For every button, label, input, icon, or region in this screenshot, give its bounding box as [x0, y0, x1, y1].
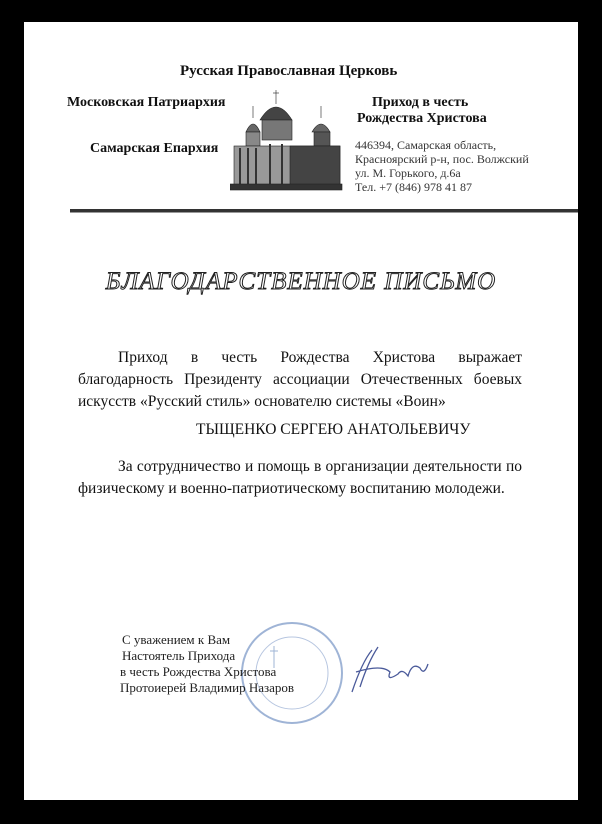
address-line: 446394, Самарская область, [355, 138, 497, 152]
signature-block [122, 632, 294, 696]
body-paragraph-1: Приход в честь Рождества Христова выражает благодарность Президенту ассоциации Отечественных боевых искусств «Русский стиль» основателю системы «Воин» [78, 349, 522, 410]
body-paragraph-2: За сотрудничество и помощь в организации деятельности по физическому и военно-патриотическому воспитанию молодежи. [78, 458, 522, 497]
patriarchate: Московская Патриархия [67, 95, 226, 110]
address [355, 138, 529, 194]
handwritten-signature [342, 642, 432, 702]
address-line: Красноярский р-н, пос. Волжский [355, 152, 529, 166]
eparchy: Самарская Епархия [90, 141, 219, 156]
letter-page [24, 22, 578, 800]
position-line: Настоятель Прихода [122, 648, 236, 663]
parish-line2: Рождества Христова [357, 111, 487, 126]
address-line: Тел. +7 (846) 978 41 87 [355, 180, 472, 194]
parish-line1: Приход в честь [372, 95, 469, 110]
address-line: ул. М. Горького, д.6а [355, 166, 461, 180]
header-divider [70, 209, 578, 213]
signatory-name: Протоиерей Владимир Назаров [120, 680, 295, 695]
recipient-name: ТЫЩЕНКО СЕРГЕЮ АНАТОЛЬЕВИЧУ [196, 421, 471, 438]
church-name: Русская Православная Церковь [180, 63, 398, 79]
closing-line: С уважением к Вам [122, 632, 231, 647]
cathedral-image [230, 84, 350, 194]
letter-title: БЛАГОДАРСТВЕННОЕ ПИСЬМО [105, 268, 497, 295]
parish-line: в честь Рождества Христова [120, 664, 277, 679]
